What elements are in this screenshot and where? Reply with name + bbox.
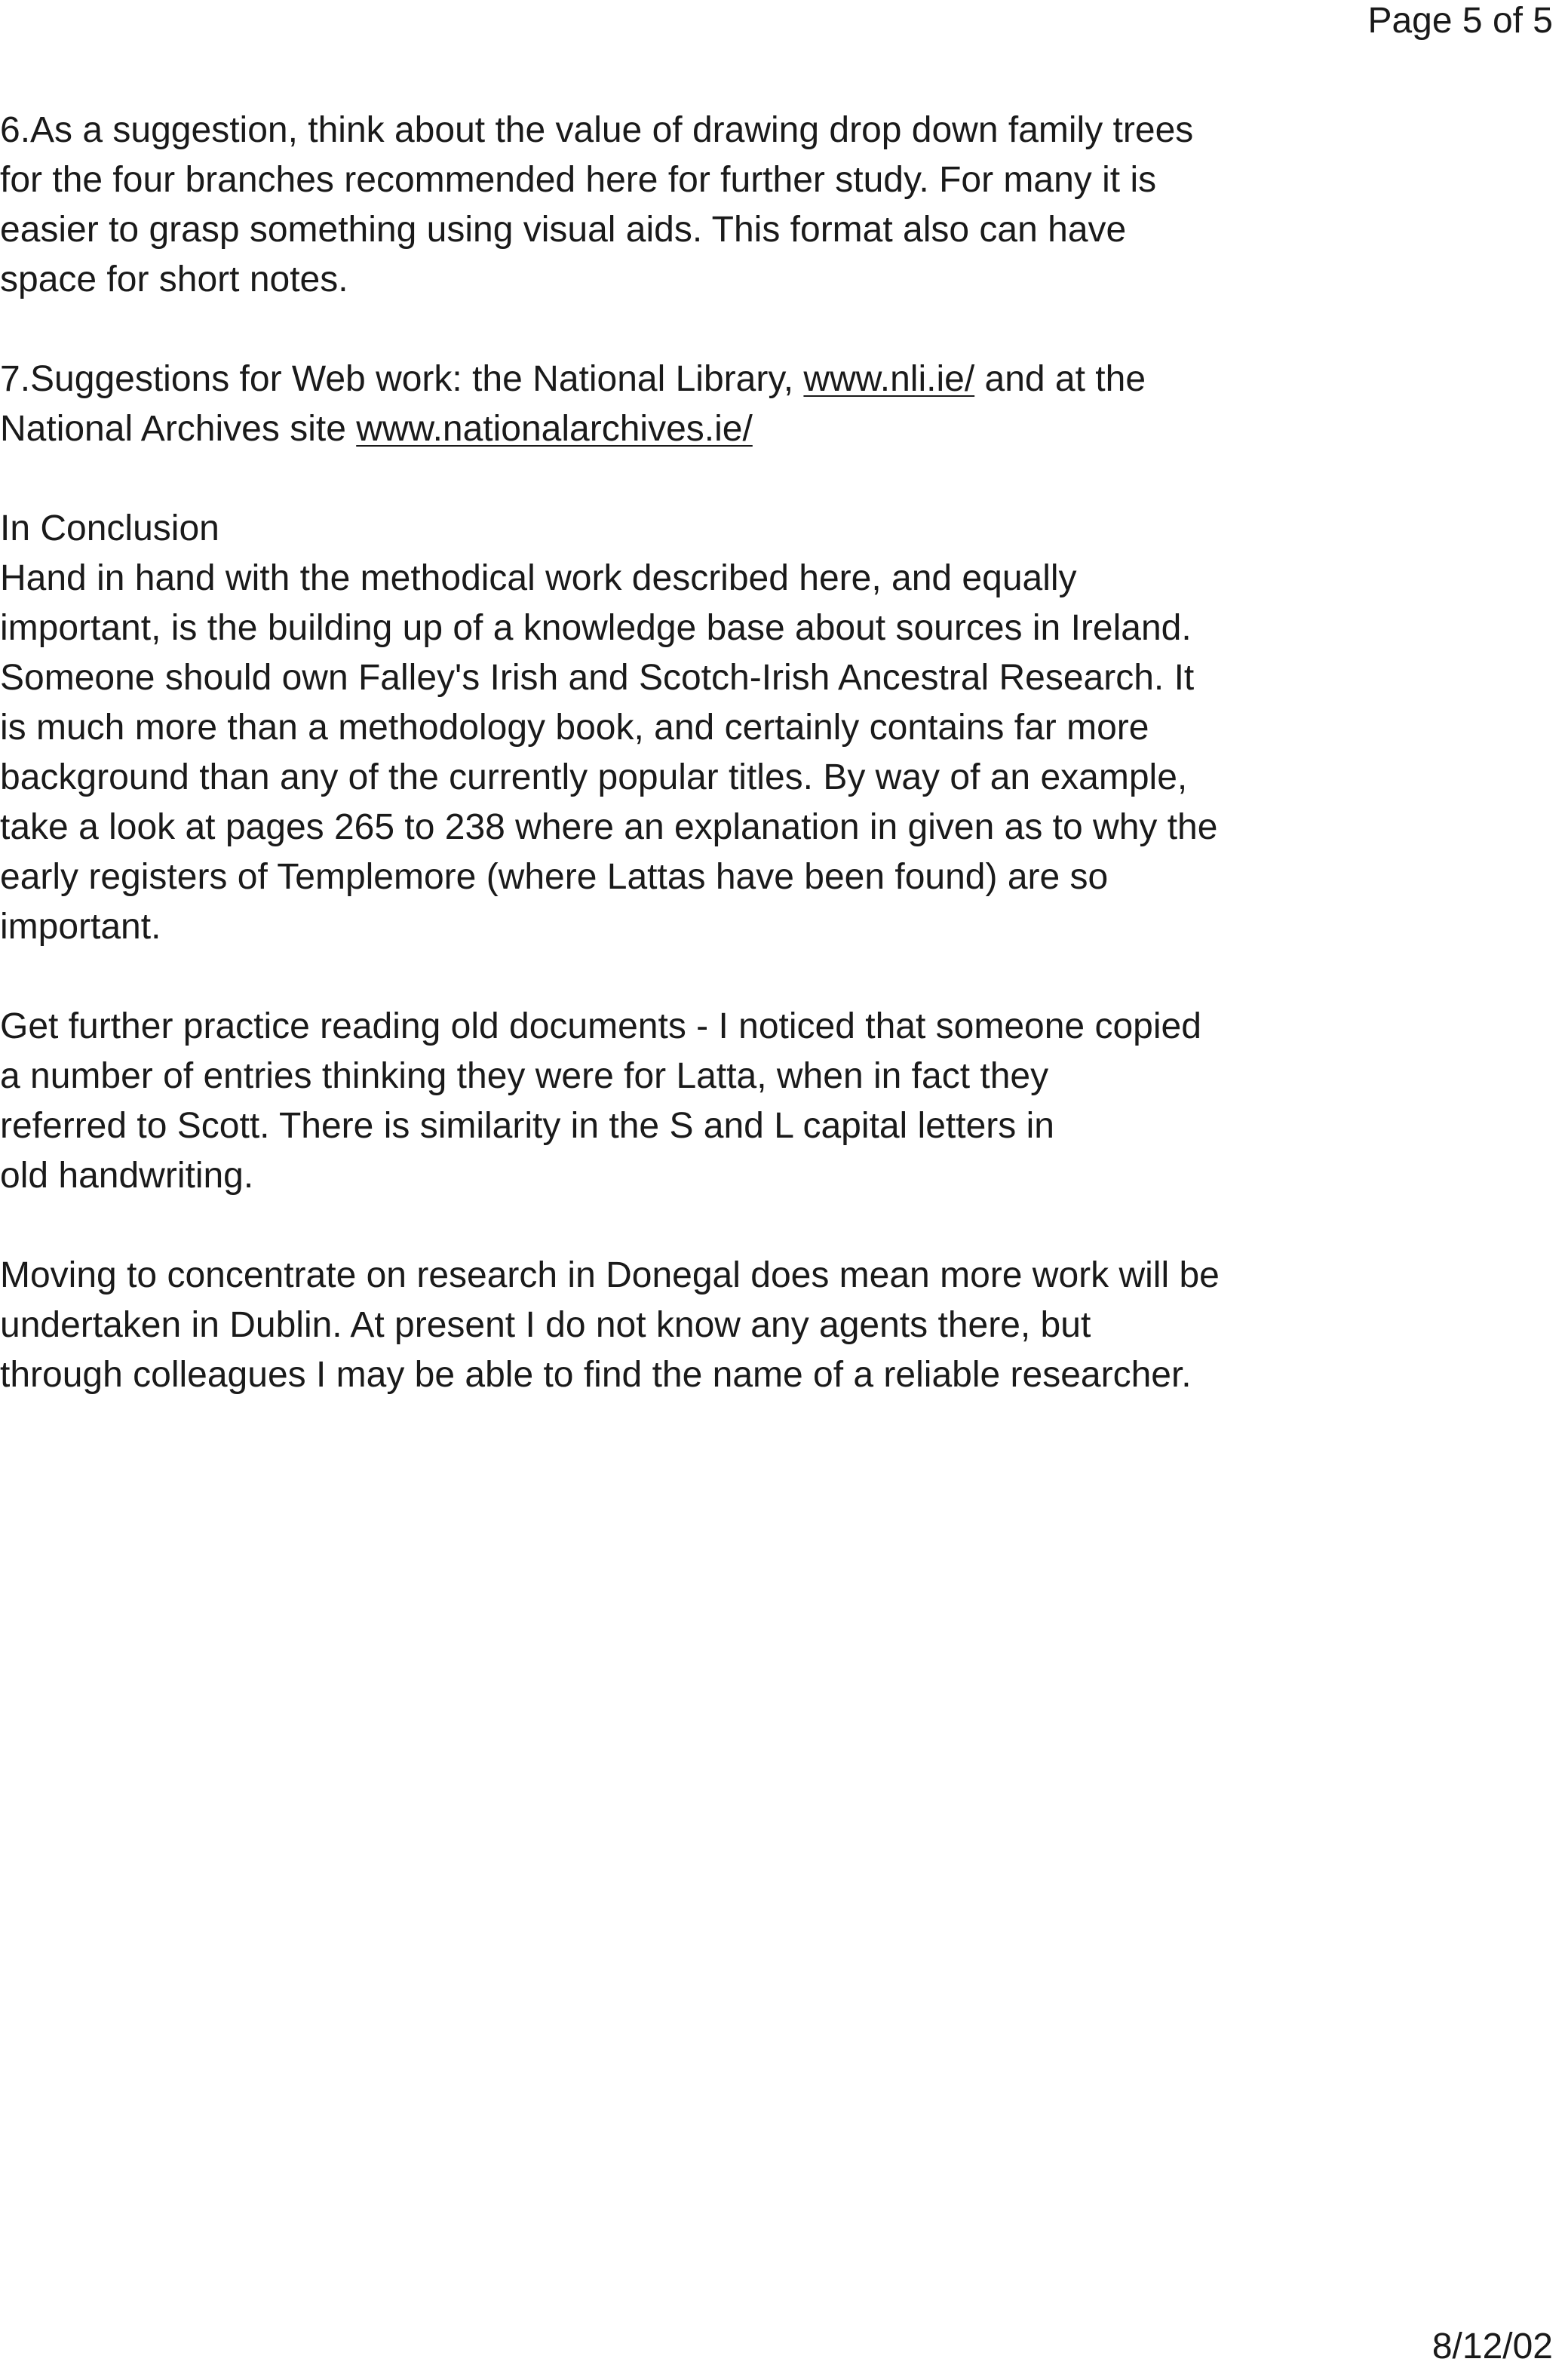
web-text-2: and at the National Archives site — [0, 359, 1146, 449]
web-text-1: 7.Suggestions for Web work: the National Library, — [0, 359, 804, 399]
paragraph-conclusion: Hand in hand with the methodical work described here, and equally important, is the building up of a knowledge base about sources in Ireland. Someone should own Falley's Irish and Scotch-Irish Ancestral Research. It is much more than a methodology book, and certainly contains far more background than any of the currently popular titles. By way of an example, take a look at pages 265 to 238 where an explanation in given as to why the early registers of Templemore (where Lattas have been found) are so important. — [0, 558, 1218, 947]
national-archives-link[interactable]: www.nationalarchives.ie/ — [356, 409, 753, 449]
paragraph-practice: Get further practice reading old documents - I noticed that someone copied a number of entries thinking they were for Latta, when in fact they referred to Scott. There is similarity in the S and L capital letters in old handwriting. — [0, 1006, 1201, 1196]
nli-link[interactable]: www.nli.ie/ — [803, 359, 975, 399]
paragraph-family-trees: 6.As a suggestion, think about the value of drawing drop down family trees for the four branches recommended here for further study. For many it is easier to grasp something using visual aids. This format also can have space for short notes. — [0, 110, 1194, 299]
paragraph-donegal: Moving to concentrate on research in Donegal does mean more work will be undertaken in Dublin. At present I do not know any agents there, but through colleagues I may be able to find the name of a reliable researcher. — [0, 1255, 1220, 1395]
footer-date: 8/12/02 — [1431, 2327, 1553, 2366]
conclusion-heading: In Conclusion — [0, 508, 219, 548]
page-number: Page 5 of 5 — [1367, 1, 1553, 41]
document-body — [0, 106, 1508, 1450]
paragraph-web-suggestions — [0, 355, 1508, 454]
